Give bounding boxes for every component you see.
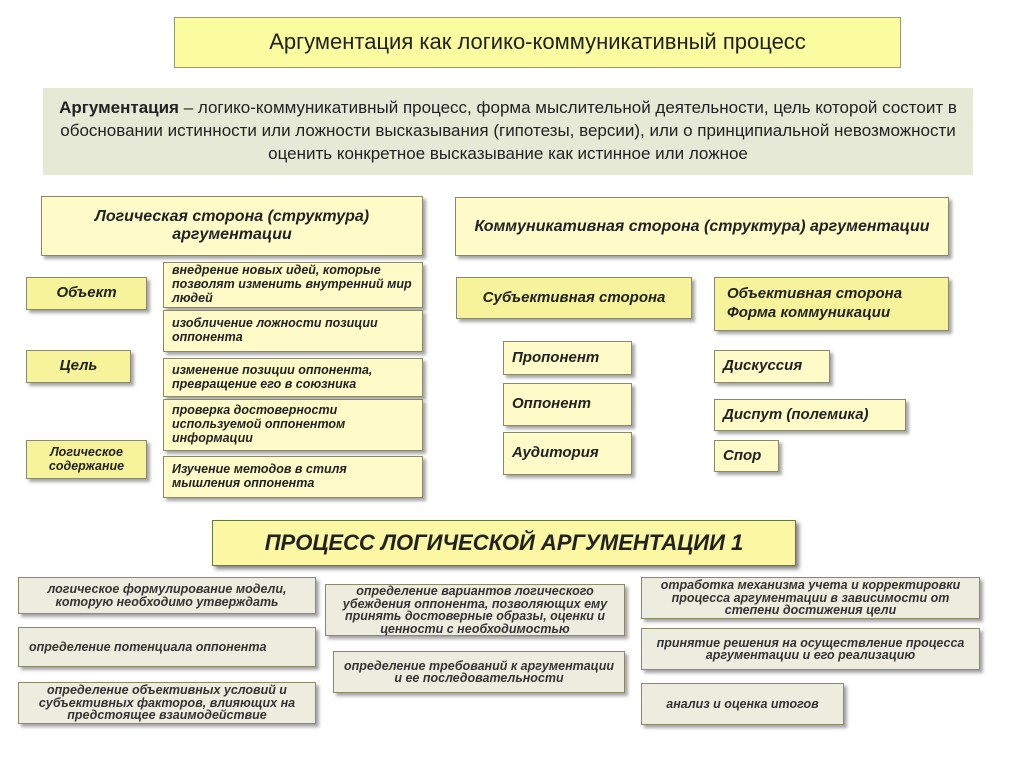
participant-item bbox=[503, 432, 632, 475]
communication-form-item bbox=[714, 399, 906, 431]
process-step bbox=[641, 628, 980, 670]
communication-form-label: Спор bbox=[723, 446, 762, 464]
process-step bbox=[325, 584, 625, 636]
objective-side bbox=[714, 277, 949, 331]
logical-item-goal-label: Цель bbox=[59, 357, 98, 375]
logical-item-content-label: Логическое содержание bbox=[48, 444, 125, 473]
participant-item-label: Оппонент bbox=[512, 395, 591, 413]
definition-box bbox=[43, 88, 973, 175]
process-step bbox=[18, 627, 316, 667]
goal-item-text: проверка достоверности используемой оппонентом информации bbox=[172, 403, 346, 445]
process-step-text: логическое формулирование модели, которую необходимо утверждать bbox=[47, 582, 287, 609]
process-step bbox=[641, 577, 980, 619]
communication-form-label: Дискуссия bbox=[723, 357, 803, 375]
goal-item-text: внедрение новых идей, которые позволят изменить внутренний мир людей bbox=[172, 263, 412, 305]
communication-form-label: Диспут (полемика) bbox=[723, 405, 869, 423]
process-title-text: ПРОЦЕСС ЛОГИЧЕСКОЙ АРГУМЕНТАЦИИ 1 bbox=[264, 529, 744, 555]
communicative-side-heading bbox=[455, 197, 949, 256]
process-step-text: определение объективных условий и субъективных факторов, влияющих на предстоящее взаимодействие bbox=[38, 683, 296, 723]
process-step bbox=[333, 651, 625, 693]
goal-item bbox=[163, 262, 423, 308]
goal-item bbox=[163, 399, 423, 451]
goal-item bbox=[163, 358, 423, 397]
definition-text bbox=[51, 97, 965, 166]
process-step bbox=[18, 682, 316, 724]
process-step-text: определение требований к аргументации и ее последовательности bbox=[343, 658, 615, 685]
participant-item bbox=[503, 383, 632, 426]
goal-item-text: изменение позиции оппонента, превращение его в союзника bbox=[172, 362, 373, 391]
goal-item-text: изобличение ложности позиции оппонента bbox=[172, 316, 378, 344]
process-step-text: определение вариантов логического убеждения оппонента, позволяющих ему принять достоверные образы, оценки и ценности с необходимостью bbox=[342, 584, 608, 636]
process-step-text: определение потенциала оппонента bbox=[29, 639, 267, 654]
page-title bbox=[174, 17, 901, 68]
logical-side-heading-text: Логическая сторона (структура) аргументации bbox=[94, 208, 370, 243]
logical-item-object-label: Объект bbox=[56, 284, 117, 302]
communicative-side-heading-text: Коммуникативная сторона (структура) аргументации bbox=[474, 217, 930, 235]
subjective-side bbox=[456, 277, 692, 319]
process-step-text: отработка механизма учета и корректировки процесса аргументации в зависимости от степени достижения цели bbox=[660, 578, 961, 618]
goal-item bbox=[163, 310, 423, 352]
goal-item-text: Изучение методов в стиля мышления оппонента bbox=[172, 462, 347, 490]
participant-item bbox=[503, 341, 632, 375]
logical-side-heading bbox=[41, 196, 423, 256]
communication-form-item bbox=[714, 440, 779, 472]
participant-item-label: Аудитория bbox=[512, 444, 599, 462]
page-title-text: Аргументация как логико-коммуникативный процесс bbox=[269, 29, 806, 55]
definition-term: Аргументация bbox=[59, 98, 179, 118]
process-step bbox=[18, 577, 316, 614]
process-step-text: принятие решения на осуществление процесса аргументации и его реализацию bbox=[656, 635, 965, 662]
logical-item-content bbox=[26, 440, 147, 479]
process-step bbox=[641, 683, 844, 725]
logical-item-object bbox=[26, 277, 147, 310]
goal-item bbox=[163, 456, 423, 498]
objective-side-label: Объективная сторона Форма коммуникации bbox=[727, 285, 903, 321]
logical-item-goal bbox=[26, 350, 131, 383]
definition-body: – логико-коммуникативный процесс, форма мыслительной деятельности, цель которой состоит в обосновании истинности или ложности высказывания (гипотезы, версии), или о принципиальной невозможности оценить конкретное высказывание как истинное или ложное bbox=[60, 98, 957, 163]
communication-form-item bbox=[714, 350, 830, 383]
process-step-text: анализ и оценка итогов bbox=[666, 696, 819, 711]
process-title bbox=[212, 520, 796, 566]
subjective-side-label: Субъективная сторона bbox=[482, 288, 666, 306]
participant-item-label: Пропонент bbox=[512, 348, 600, 366]
